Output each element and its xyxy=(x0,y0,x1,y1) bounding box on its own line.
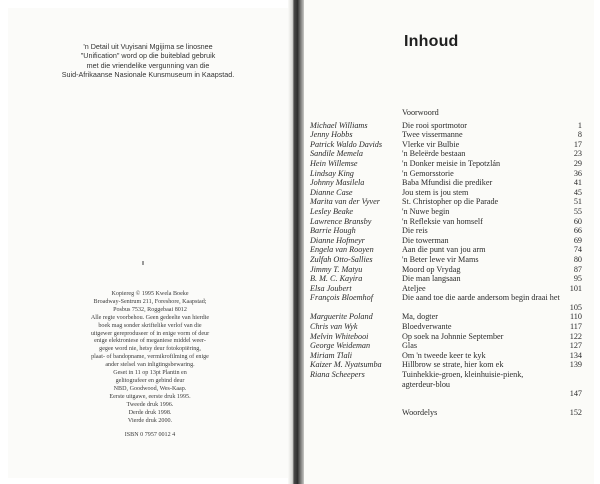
book-gutter xyxy=(288,0,298,484)
colophon-line: boek mag sonder skriftelike verlof van die xyxy=(98,322,202,329)
toc-title: Die towerman xyxy=(402,235,449,245)
toc-title: Baba Mfundisi die prediker xyxy=(402,178,493,188)
toc-author: Dianne Case xyxy=(310,187,353,197)
credit-line: 'n Detail uit Vuyisani Mgijima se linosnee xyxy=(83,42,213,51)
toc-page-number: 51 xyxy=(573,197,582,207)
toc-page-number: 41 xyxy=(573,178,582,188)
toc-entry xyxy=(310,370,590,399)
toc-title: Tuinhekkie-groen, kleinhuisie-pienk, agterdeur-blou xyxy=(402,370,524,389)
toc-title: Bloedverwante xyxy=(402,322,452,332)
toc-title: Op soek na Johnnie September xyxy=(402,331,504,341)
toc-page-number: 110 xyxy=(570,312,582,322)
colophon-line: gegee word nie, hetsy deur fotokopiëring, xyxy=(99,346,201,353)
toc-title: Ateljee xyxy=(402,283,426,293)
toc-entry xyxy=(310,322,590,332)
toc-author: Hein Willemse xyxy=(310,158,358,168)
toc-page-number: 139 xyxy=(569,360,582,370)
toc-entry xyxy=(310,341,590,351)
toc-page-number: 101 xyxy=(569,283,582,293)
toc-author: Elsa Joubert xyxy=(310,283,352,293)
colophon-line: Alle regte voorbehou. Geen gedeelte van hierdie xyxy=(90,314,210,321)
credit-line: Suid-Afrikaanse Nasionale Kunsmuseum in Kaapstad. xyxy=(61,70,235,80)
toc-author: Johnny Masilela xyxy=(310,178,365,188)
toc-entries xyxy=(310,121,590,399)
toc-heading: Inhoud xyxy=(404,33,459,50)
toc-title: Moord op Vrydag xyxy=(402,264,461,274)
toc-page-number: 45 xyxy=(573,187,582,197)
toc-page-number: 1 xyxy=(577,120,582,130)
toc-entry xyxy=(310,207,590,217)
toc-page-number: 80 xyxy=(573,254,582,264)
toc-entry xyxy=(310,217,590,227)
toc-title: 'n Gemorsstorie xyxy=(402,168,454,178)
toc-entry xyxy=(310,226,590,236)
toc-page-number: 122 xyxy=(569,331,582,341)
toc-author: Marguerite Poland xyxy=(310,312,373,322)
toc-title: 'n Donker meisie in Tepotzlán xyxy=(402,158,501,168)
colophon-line: plaat- of bandopname, vermikrofilming of enige xyxy=(91,354,209,361)
toc-author: Lawrence Bransby xyxy=(310,216,372,226)
toc-page-number: 23 xyxy=(573,149,582,159)
table-of-contents xyxy=(310,108,590,417)
toc-entry xyxy=(310,159,590,169)
toc-entry xyxy=(310,149,590,159)
toc-author: Chris van Wyk xyxy=(310,322,358,332)
toc-entry xyxy=(310,293,590,312)
toc-title: Om 'n tweede keer te kyk xyxy=(402,350,486,360)
toc-author: Dianne Hofmeyr xyxy=(310,235,365,245)
toc-title: Vlerke vir Bulbie xyxy=(402,139,460,149)
toc-author: George Weideman xyxy=(310,341,371,351)
toc-author: Sandile Memela xyxy=(310,149,363,159)
toc-title: 'n Refleksie van homself xyxy=(402,216,483,226)
toc-entry xyxy=(310,121,590,131)
toc-entry xyxy=(310,178,590,188)
toc-author: Melvin Whitebooi xyxy=(310,331,369,341)
toc-title: 'n Nuwe begin xyxy=(402,206,450,216)
toc-author: François Bloemhof xyxy=(310,293,373,303)
colophon-line: NBD, Goodwood, Wes-Kaap. xyxy=(113,385,187,392)
toc-author: Jenny Hobbs xyxy=(310,130,353,140)
colophon-line: Eerste uitgawe, eerste druk 1995. xyxy=(109,393,191,400)
toc-entry xyxy=(310,312,590,322)
colophon-line: Kopiereg © 1995 Kwela Boeke xyxy=(111,291,189,297)
colophon-line: enige elektroniese of meganiese middel weer- xyxy=(94,338,206,345)
toc-page-number: 147 xyxy=(569,389,582,399)
toc-author: Jimmy T. Matyu xyxy=(310,264,363,274)
isbn: ISBN 0 7957 0012 4 xyxy=(124,432,176,439)
toc-page-number: 29 xyxy=(573,158,582,168)
toc-page-number: 66 xyxy=(573,226,582,236)
credit-line: "Unification" word op die buiteblad gebruik xyxy=(80,51,216,61)
cover-credit xyxy=(26,42,270,80)
colophon-line: Broadway-Sentrum 211, Foreshore, Kaapstad; xyxy=(93,298,207,305)
toc-page-number: 134 xyxy=(569,350,582,360)
toc-author: Lesley Beake xyxy=(310,206,353,216)
toc-entry xyxy=(310,188,590,198)
toc-entry xyxy=(310,332,590,342)
toc-title: Aan die punt van jou arm xyxy=(402,245,486,255)
toc-page-number: 105 xyxy=(569,302,582,312)
toc-woordelys xyxy=(310,408,590,418)
toc-entry xyxy=(310,274,590,284)
toc-entry xyxy=(310,130,590,140)
toc-entry xyxy=(310,351,590,361)
toc-title: Hillbrow se strate, hier kom ek xyxy=(402,360,504,370)
colophon-line: gelitografeer en gebind deur xyxy=(115,377,185,384)
toc-author: Michael Williams xyxy=(310,120,368,130)
toc-author: Marita van der Vyver xyxy=(310,197,380,207)
toc-title: Woordelys xyxy=(402,407,438,417)
toc-page-number: 69 xyxy=(573,235,582,245)
colophon-line: ander stelsel van inligtingsbewaring. xyxy=(105,362,195,369)
toc-page-number: 87 xyxy=(573,264,582,274)
toc-title: Twee vissermanne xyxy=(402,130,463,140)
toc-title: Die rooi sportmotor xyxy=(402,120,468,130)
toc-author: Barrie Hough xyxy=(310,226,356,236)
toc-author: Engela van Rooyen xyxy=(310,245,374,255)
toc-author: Riana Scheepers xyxy=(310,370,365,380)
toc-author: B. M. C. Kayira xyxy=(310,274,363,284)
toc-title: Glas xyxy=(402,341,418,351)
right-page xyxy=(304,0,594,484)
toc-author: Kaizer M. Nyatsumba xyxy=(310,360,382,370)
toc-page-number: 55 xyxy=(573,206,582,216)
toc-title: 'n Beleërde bestaan xyxy=(402,149,466,159)
toc-title: St. Christopher op die Parade xyxy=(402,197,499,207)
toc-author: Miriam Tlali xyxy=(310,350,353,360)
toc-entry xyxy=(310,197,590,207)
colophon-line: Posbus 7532, Roggebaai 8012 xyxy=(113,306,187,313)
toc-title: Jou stem is jou stem xyxy=(402,187,469,197)
toc-page-number: 127 xyxy=(569,341,582,351)
colophon xyxy=(62,291,238,440)
toc-voorwoord xyxy=(310,108,590,118)
toc-entry xyxy=(310,245,590,255)
toc-page-number: 117 xyxy=(570,322,582,332)
credit-line: met die vriendelike vergunning van die xyxy=(86,60,210,70)
toc-page-number: 152 xyxy=(569,407,582,417)
toc-entry xyxy=(310,255,590,265)
page-mark xyxy=(142,261,144,265)
toc-title: Die man langsaan xyxy=(402,274,461,284)
toc-entry xyxy=(310,265,590,275)
toc-page-number: 8 xyxy=(577,130,582,140)
toc-page-number: 17 xyxy=(573,139,582,149)
toc-entry xyxy=(310,284,590,294)
toc-title: Die reis xyxy=(402,226,428,236)
toc-entry xyxy=(310,169,590,179)
left-page xyxy=(8,8,288,478)
toc-title: Ma, dogter xyxy=(402,312,438,322)
colophon-line: Geset in 11 op 13pt Plantin en xyxy=(113,370,187,377)
toc-page-number: 60 xyxy=(573,216,582,226)
colophon-line: uitgewer gereproduseer of in enige vorm of deur xyxy=(90,330,210,337)
toc-title: 'n Beter lewe vir Mams xyxy=(402,254,479,264)
toc-author: Lindsay King xyxy=(310,168,354,178)
toc-page-number: 95 xyxy=(573,274,582,284)
colophon-line: Tweede druk 1996. xyxy=(126,401,174,408)
toc-entry xyxy=(310,140,590,150)
toc-title: Die aand toe die aarde andersom begin draai het xyxy=(402,293,560,303)
toc-page-number: 74 xyxy=(573,245,582,255)
toc-entry xyxy=(310,236,590,246)
colophon-line: Vierde druk 2000. xyxy=(127,417,173,424)
toc-entry xyxy=(310,360,590,370)
colophon-line: Derde druk 1998. xyxy=(128,409,172,416)
toc-page-number: 36 xyxy=(573,168,582,178)
toc-title: Voorwoord xyxy=(402,108,439,117)
toc-author: Zulfah Otto-Sallies xyxy=(310,254,373,264)
toc-author: Patrick Waldo Davids xyxy=(310,139,383,149)
